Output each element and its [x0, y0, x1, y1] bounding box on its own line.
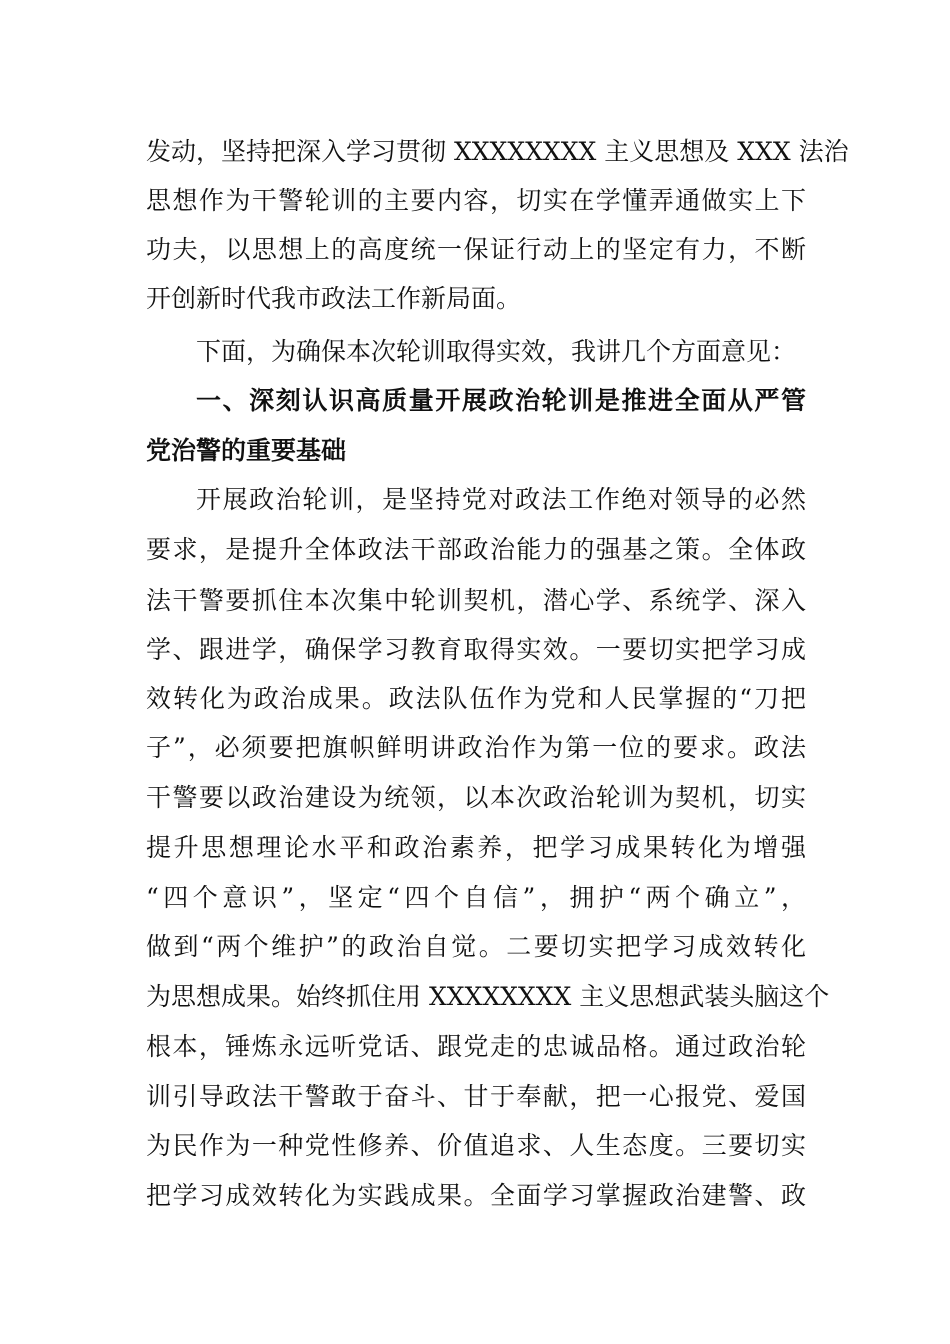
body-line: 子”，必须要把旗帜鲜明讲政治作为第一位的要求。政法 — [146, 733, 806, 762]
body-line: 训引导政法干警敢于奋斗、甘于奉献，把一心报党、爱国 — [146, 1082, 806, 1111]
body-line: 为思想成果。始终抓住用 XXXXXXXX 主义思想武装头脑这个 — [146, 982, 830, 1011]
intro-line: 开创新时代我市政法工作新局面。 — [146, 284, 522, 313]
body-line: 提升思想理论水平和政治素养，把学习成果转化为增强 — [146, 833, 806, 862]
transition-paragraph: 下面，为确保本次轮训取得实效，我讲几个方面意见： — [196, 337, 797, 366]
body-line: 效转化为政治成果。政法队伍作为党和人民掌握的“刀把 — [146, 684, 806, 713]
body-line: 学、跟进学，确保学习教育取得实效。一要切实把学习成 — [146, 635, 806, 664]
intro-line: 功夫，以思想上的高度统一保证行动上的坚定有力，不断 — [146, 235, 806, 264]
section-heading-line: 党治警的重要基础 — [146, 436, 347, 465]
body-line: 要求，是提升全体政法干部政治能力的强基之策。全体政 — [146, 535, 806, 564]
body-line: 法干警要抓住本次集中轮训契机，潜心学、系统学、深入 — [146, 586, 806, 615]
body-line: 把学习成效转化为实践成果。全面学习掌握政治建警、政 — [146, 1181, 806, 1210]
section-heading-line: 一、深刻认识高质量开展政治轮训是推进全面从严管 — [196, 386, 806, 415]
intro-line: 思想作为干警轮训的主要内容，切实在学懂弄通做实上下 — [146, 186, 806, 215]
intro-line: 发动，坚持把深入学习贯彻 XXXXXXXX 主义思想及 XXX 法治 — [146, 137, 849, 166]
body-line: 干警要以政治建设为统领，以本次政治轮训为契机，切实 — [146, 783, 806, 812]
body-line: 开展政治轮训，是坚持党对政法工作绝对领导的必然 — [196, 485, 806, 514]
body-line: 做到“两个维护”的政治自觉。二要切实把学习成效转化 — [146, 932, 806, 961]
body-line: 为民作为一种党性修养、价值追求、人生态度。三要切实 — [146, 1131, 806, 1160]
body-line: 根本，锤炼永远听党话、跟党走的忠诚品格。通过政治轮 — [146, 1032, 806, 1061]
body-line: “四个意识”，坚定“四个自信”，拥护“两个确立”， — [146, 883, 806, 912]
